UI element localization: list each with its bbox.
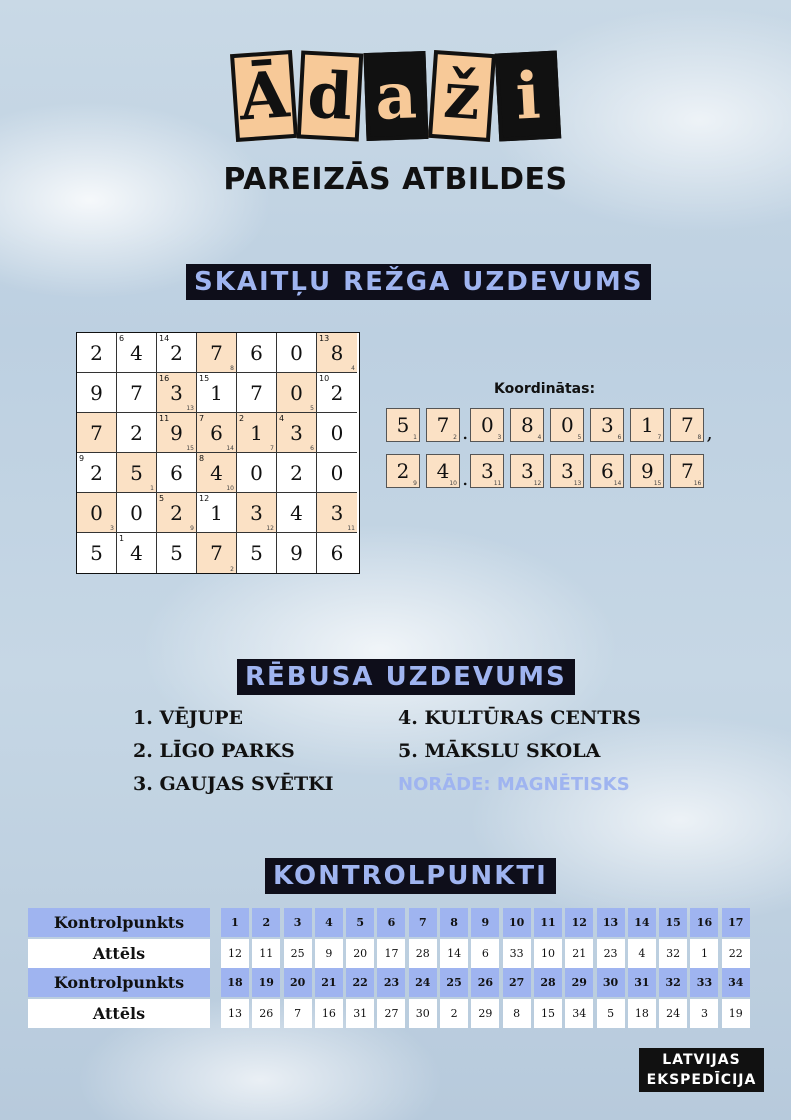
cage-label: 11 (159, 414, 170, 423)
cell-index: 10 (226, 485, 234, 492)
control-point-number: 8 (440, 908, 468, 937)
cell-index: 6 (310, 445, 314, 452)
grid-cell (237, 413, 277, 453)
grid-cell-value: 0 (90, 500, 103, 525)
control-point-number: 24 (409, 968, 437, 997)
grid-cell (117, 533, 157, 573)
grid-cell (157, 373, 197, 413)
grid-cell-value: 3 (250, 500, 263, 525)
grid-cell-value: 4 (130, 541, 143, 565)
coordinate-index: 7 (657, 434, 662, 441)
coordinate-digit-tile (670, 408, 704, 442)
coordinates-label: Koordinātas: (494, 381, 596, 397)
control-point-number: 3 (284, 908, 312, 937)
cell-index: 7 (270, 445, 274, 452)
cell-index: 3 (110, 525, 114, 532)
coordinate-digit-tile (510, 408, 544, 442)
control-point-number: 18 (221, 968, 249, 997)
grid-cell (157, 453, 197, 493)
grid-cell-value: 1 (210, 380, 223, 405)
image-number: 26 (252, 999, 280, 1028)
grid-cell-value: 9 (290, 541, 303, 565)
coordinates-row-2 (386, 454, 710, 488)
rebus-answer-5: 5. MĀKSLU SKOLA (398, 740, 601, 762)
image-number: 1 (690, 939, 718, 968)
coordinate-digit-tile (550, 454, 584, 488)
coordinate-digit: 7 (436, 413, 450, 437)
control-point-number: 4 (315, 908, 343, 937)
cage-label: 15 (199, 374, 210, 383)
coordinate-digit-tile (550, 408, 584, 442)
grid-cell-value: 0 (290, 340, 303, 365)
grid-cell-value: 4 (130, 340, 143, 365)
rebus-answer-3: 3. GAUJAS SVĒTKI (133, 773, 334, 795)
grid-cell-value: 3 (170, 380, 183, 405)
image-number: 23 (597, 939, 625, 968)
image-number: 31 (346, 999, 374, 1028)
coordinate-digit-tile (510, 454, 544, 488)
grid-cell (197, 413, 237, 453)
coordinate-index: 11 (493, 480, 502, 487)
control-point-number: 30 (597, 968, 625, 997)
grid-cell-value: 0 (130, 500, 143, 525)
cage-label: 7 (199, 414, 205, 423)
coordinate-index: 2 (453, 434, 457, 441)
grid-cell-value: 7 (90, 420, 103, 445)
grid-cell-value: 4 (210, 460, 223, 485)
control-point-number: 15 (659, 908, 687, 937)
grid-cell (157, 413, 197, 453)
grid-cell-value: 3 (290, 420, 303, 445)
cell-index: 1 (150, 485, 154, 492)
coordinate-digit: 8 (520, 413, 534, 437)
image-number: 18 (628, 999, 656, 1028)
coordinate-digit: 7 (680, 459, 694, 483)
grid-cell (317, 413, 357, 453)
grid-cell-value: 5 (90, 541, 103, 565)
number-grid (76, 332, 360, 574)
control-points-table-2 (28, 968, 753, 1030)
coordinate-digit-tile (470, 408, 504, 442)
coordinate-digit-tile (670, 454, 704, 488)
grid-cell-value: 6 (250, 340, 263, 365)
coordinate-index: 1 (413, 434, 417, 441)
table-row-points (28, 968, 753, 997)
control-point-number: 23 (377, 968, 405, 997)
grid-cell (317, 373, 357, 413)
cell-index: 12 (266, 525, 274, 532)
decimal-point: . (462, 420, 469, 444)
image-number: 30 (409, 999, 437, 1028)
coordinate-digit: 7 (680, 413, 694, 437)
cell-index: 11 (347, 525, 355, 532)
grid-cell-value: 0 (330, 420, 344, 445)
grid-cell (117, 333, 157, 373)
brand-logo (639, 1048, 764, 1092)
image-number: 5 (597, 999, 625, 1028)
grid-cell (77, 493, 117, 533)
grid-cell (237, 533, 277, 573)
coordinate-digit: 3 (480, 459, 494, 483)
grid-cell (197, 493, 237, 533)
cage-label: 8 (199, 454, 205, 463)
coordinate-index: 4 (537, 434, 542, 441)
coordinate-index: 3 (497, 434, 502, 441)
page-subtitle: PAREIZĀS ATBILDES (223, 162, 568, 197)
grid-cell-value: 6 (170, 460, 183, 485)
rebus-hint: NORĀDE: MAGNĒTISKS (398, 774, 630, 795)
coordinate-digit: 2 (396, 459, 410, 483)
row-label-image: Attēls (28, 999, 210, 1028)
title-letter-3: a (363, 51, 428, 141)
control-point-number: 34 (722, 968, 750, 997)
coordinate-digit-tile (426, 408, 460, 442)
image-number: 8 (503, 999, 531, 1028)
grid-cell-value: 4 (290, 500, 303, 525)
grid-cell-value: 0 (250, 460, 263, 485)
grid-cell-value: 2 (130, 420, 143, 445)
grid-cell (237, 373, 277, 413)
control-point-number: 9 (471, 908, 499, 937)
logo-line-2: EKSPEDĪCIJA (646, 1072, 757, 1088)
grid-cell (277, 413, 317, 453)
coordinate-index: 13 (573, 480, 582, 487)
grid-cell-value: 1 (250, 420, 263, 445)
coordinate-separator: , (706, 420, 713, 444)
coordinate-digit: 3 (600, 413, 614, 437)
rebus-answer-4: 4. KULTŪRAS CENTRS (398, 707, 641, 729)
coordinate-index: 5 (577, 434, 582, 441)
grid-cell-value: 9 (90, 380, 103, 405)
cage-label: 9 (79, 454, 85, 463)
row-label-image: Attēls (28, 939, 210, 968)
row-label-point: Kontrolpunkts (28, 908, 210, 937)
image-number: 19 (722, 999, 750, 1028)
grid-cell (77, 333, 117, 373)
cell-index: 4 (351, 365, 355, 372)
grid-cell (237, 333, 277, 373)
cage-label: 16 (159, 374, 170, 383)
control-point-number: 7 (409, 908, 437, 937)
grid-cell-value: 2 (330, 380, 344, 405)
title-letter-4: ž (428, 50, 496, 142)
grid-cell-value: 5 (130, 460, 143, 485)
image-number: 24 (659, 999, 687, 1028)
image-number: 10 (534, 939, 562, 968)
cell-index: 2 (230, 566, 234, 573)
control-point-number: 10 (503, 908, 531, 937)
coordinate-digit: 0 (560, 413, 574, 437)
logo-line-1: LATVIJAS (662, 1052, 741, 1068)
grid-cell (317, 453, 357, 493)
control-point-number: 33 (690, 968, 718, 997)
image-number: 25 (284, 939, 312, 968)
image-number: 15 (534, 999, 562, 1028)
grid-cell (237, 453, 277, 493)
coordinate-digit-tile (590, 408, 624, 442)
control-point-number: 32 (659, 968, 687, 997)
control-point-number: 22 (346, 968, 374, 997)
cell-index: 15 (186, 445, 194, 452)
cage-label: 4 (279, 414, 285, 423)
image-number: 3 (690, 999, 718, 1028)
coordinates-row-1 (386, 408, 715, 442)
image-number: 34 (565, 999, 593, 1028)
control-point-number: 17 (722, 908, 750, 937)
control-point-number: 31 (628, 968, 656, 997)
image-number: 13 (221, 999, 249, 1028)
rebus-answer-1: 1. VĒJUPE (133, 707, 244, 729)
grid-cell (157, 533, 197, 573)
grid-cell (77, 373, 117, 413)
grid-cell (277, 373, 317, 413)
control-point-number: 26 (471, 968, 499, 997)
coordinate-digit-tile (386, 454, 420, 488)
control-point-number: 2 (252, 908, 280, 937)
image-number: 28 (409, 939, 437, 968)
control-point-number: 28 (534, 968, 562, 997)
grid-cell (197, 333, 237, 373)
grid-cell-value: 8 (330, 340, 344, 365)
control-point-number: 21 (315, 968, 343, 997)
coordinate-digit: 9 (640, 459, 654, 483)
coordinate-digit: 0 (480, 413, 494, 437)
image-number: 17 (377, 939, 405, 968)
grid-cell (117, 413, 157, 453)
control-point-number: 11 (534, 908, 562, 937)
image-number: 7 (284, 999, 312, 1028)
grid-cell-value: 7 (130, 380, 143, 405)
image-number: 33 (503, 939, 531, 968)
grid-cell (277, 533, 317, 573)
grid-cell-value: 0 (290, 380, 303, 405)
coordinate-index: 8 (697, 434, 702, 441)
control-point-number: 14 (628, 908, 656, 937)
image-number: 16 (315, 999, 343, 1028)
coordinate-digit-tile (386, 408, 420, 442)
coordinate-index: 15 (653, 480, 662, 487)
grid-cell (77, 533, 117, 573)
title-letter-1: Ā (230, 50, 298, 142)
grid-cell (237, 493, 277, 533)
grid-cell (197, 453, 237, 493)
control-points-heading: KONTROLPUNKTI (265, 858, 556, 894)
grid-cell (317, 333, 357, 373)
coordinate-index: 10 (449, 480, 457, 487)
control-point-number: 25 (440, 968, 468, 997)
table-row-points (28, 908, 753, 937)
grid-cell (117, 373, 157, 413)
image-number: 22 (722, 939, 750, 968)
grid-cell-value: 2 (290, 460, 303, 485)
coordinate-digit-tile (426, 454, 460, 488)
coordinate-index: 6 (617, 434, 622, 441)
grid-cell (117, 453, 157, 493)
image-number: 20 (346, 939, 374, 968)
grid-cell-value: 2 (170, 500, 183, 525)
cage-label: 13 (319, 334, 330, 343)
control-point-number: 13 (597, 908, 625, 937)
control-point-number: 27 (503, 968, 531, 997)
image-number: 14 (440, 939, 468, 968)
image-number: 6 (471, 939, 499, 968)
coordinate-index: 16 (693, 480, 702, 487)
grid-cell-value: 7 (250, 380, 263, 405)
control-point-number: 16 (690, 908, 718, 937)
grid-cell-value: 7 (210, 541, 223, 565)
decimal-point: . (462, 466, 469, 490)
grid-cell-value: 0 (330, 460, 344, 485)
coordinate-digit: 3 (560, 459, 574, 483)
coordinate-digit: 1 (640, 413, 654, 437)
cell-index: 13 (186, 405, 194, 412)
coordinate-digit: 6 (600, 459, 614, 483)
cage-label: 1 (119, 534, 125, 543)
coordinate-digit: 5 (396, 413, 410, 437)
cell-index: 5 (310, 405, 314, 412)
cell-index: 9 (190, 525, 194, 532)
grid-cell (277, 333, 317, 373)
row-label-point: Kontrolpunkts (28, 968, 210, 997)
image-number: 2 (440, 999, 468, 1028)
grid-cell (277, 453, 317, 493)
cage-label: 14 (159, 334, 170, 343)
grid-cell (77, 413, 117, 453)
image-number: 4 (628, 939, 656, 968)
rebus-section-heading: RĒBUSA UZDEVUMS (237, 659, 575, 695)
grid-cell (277, 493, 317, 533)
grid-cell-value: 2 (170, 340, 183, 365)
grid-cell-value: 9 (170, 420, 183, 445)
grid-cell (157, 333, 197, 373)
title-letter-2: d (296, 50, 363, 141)
grid-cell-value: 1 (210, 500, 223, 525)
title-logo (0, 52, 791, 152)
image-number: 11 (252, 939, 280, 968)
coordinate-index: 12 (533, 480, 542, 487)
grid-cell-value: 7 (210, 340, 223, 365)
cage-label: 12 (199, 494, 210, 503)
grid-cell (197, 373, 237, 413)
coordinate-digit: 3 (520, 459, 534, 483)
grid-cell-value: 5 (250, 541, 263, 565)
grid-cell (317, 493, 357, 533)
title-letter-5: i (494, 50, 561, 141)
grid-cell-value: 2 (90, 340, 103, 365)
cell-index: 14 (226, 445, 234, 452)
table-row-images (28, 939, 753, 968)
coordinate-digit-tile (630, 408, 664, 442)
cage-label: 6 (119, 334, 125, 343)
grid-cell (197, 533, 237, 573)
grid-cell-value: 6 (330, 541, 344, 565)
control-point-number: 12 (565, 908, 593, 937)
control-point-number: 1 (221, 908, 249, 937)
image-number: 27 (377, 999, 405, 1028)
coordinate-digit-tile (470, 454, 504, 488)
control-point-number: 29 (565, 968, 593, 997)
image-number: 21 (565, 939, 593, 968)
image-number: 32 (659, 939, 687, 968)
control-points-table-1 (28, 908, 753, 970)
cage-label: 2 (239, 414, 245, 423)
grid-cell-value: 6 (210, 420, 223, 445)
coordinate-digit-tile (630, 454, 664, 488)
grid-cell-value: 5 (170, 541, 183, 565)
coordinate-digit: 4 (436, 459, 450, 483)
control-point-number: 6 (377, 908, 405, 937)
table-row-images (28, 999, 753, 1028)
image-number: 12 (221, 939, 249, 968)
control-point-number: 5 (346, 908, 374, 937)
grid-cell (157, 493, 197, 533)
grid-cell (77, 453, 117, 493)
grid-section-heading: SKAITĻU REŽGA UZDEVUMS (186, 264, 651, 300)
coordinate-digit-tile (590, 454, 624, 488)
control-point-number: 19 (252, 968, 280, 997)
image-number: 9 (315, 939, 343, 968)
rebus-answer-2: 2. LĪGO PARKS (133, 740, 295, 762)
coordinate-index: 9 (413, 480, 417, 487)
control-point-number: 20 (284, 968, 312, 997)
grid-cell (317, 533, 357, 573)
coordinate-index: 14 (613, 480, 622, 487)
cell-index: 8 (230, 365, 234, 372)
image-number: 29 (471, 999, 499, 1028)
cage-label: 10 (319, 374, 330, 383)
grid-cell-value: 2 (90, 460, 103, 485)
grid-cell (117, 493, 157, 533)
cage-label: 5 (159, 494, 165, 503)
grid-cell-value: 3 (330, 500, 344, 525)
